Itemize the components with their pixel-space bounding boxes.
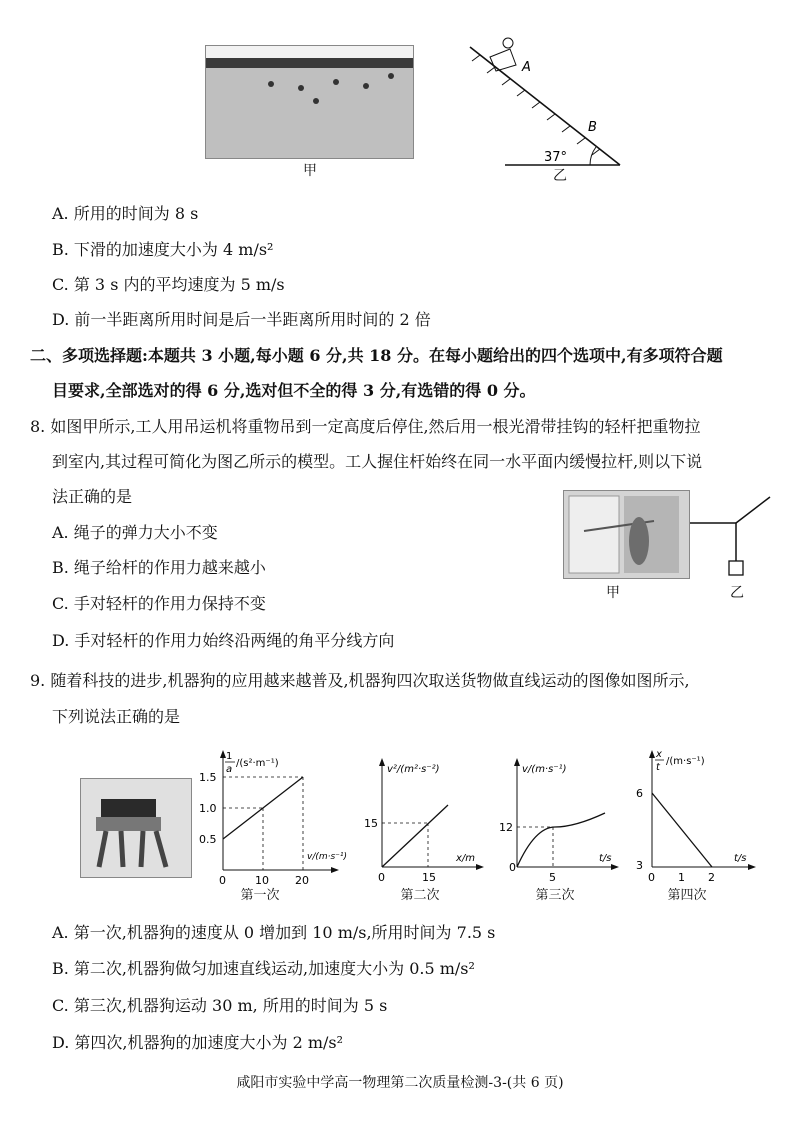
g1-xtick-20: 20 (295, 874, 309, 887)
g2-xtick-0: 0 (378, 871, 385, 884)
q8-caption-yi: 乙 (730, 585, 744, 601)
graph-3 (495, 755, 620, 895)
g3-xlabel: t/s (599, 853, 612, 864)
g1-caption: 第一次 (240, 888, 280, 903)
incline-diagram (460, 35, 630, 170)
q8-caption-jia: 甲 (606, 585, 620, 601)
q9-option-c: C. 第三次,机器狗运动 30 m, 所用的时间为 5 s (52, 996, 388, 1015)
g4-xtick-0: 0 (648, 871, 655, 884)
g3-xtick-0: 0 (509, 861, 516, 874)
g1-xlabel: v/(m·s⁻¹) (307, 852, 348, 862)
graph-4 (630, 745, 760, 895)
g1-ytick-0-5: 0.5 (199, 833, 217, 846)
angle-37: 37° (544, 150, 568, 165)
q8-stem-line1: 8. 如图甲所示,工人用吊运机将重物吊到一定高度后停住,然后用一根光滑带挂钩的轻杆把重物拉 (30, 417, 701, 436)
section2-heading-line2: 目要求,全部选对的得 6 分,选对但不全的得 3 分,有选错的得 0 分。 (52, 381, 536, 400)
g2-ytick-15: 15 (364, 817, 378, 830)
q7-option-b: B. 下滑的加速度大小为 4 m/s² (52, 240, 274, 259)
g1-xtick-10: 10 (255, 874, 269, 887)
q8-stem-line2: 到室内,其过程可简化为图乙所示的模型。工人握住杆始终在同一水平面内缓慢拉杆,则以下说 (52, 452, 703, 471)
q9-stem-line1: 9. 随着科技的进步,机器狗的应用越来越普及,机器狗四次取送货物做直线运动的图像如图所示, (30, 671, 690, 690)
g1-ylabel-num: 1 (226, 751, 233, 762)
section2-heading-line1: 二、多项选择题:本题共 3 小题,每小题 6 分,共 18 分。在每小题给出的四个选项中,有多项符合题 (30, 346, 723, 365)
rope-rod-diagram (688, 495, 778, 580)
g4-ytick-6: 6 (636, 787, 643, 800)
q8-option-a: A. 绳子的弹力大小不变 (52, 523, 218, 542)
q7-option-c: C. 第 3 s 内的平均速度为 5 m/s (52, 275, 285, 294)
g4-xlabel: t/s (734, 853, 747, 864)
sand-slope-photo-drawing (206, 46, 413, 158)
g1-ytick-1-5: 1.5 (199, 771, 217, 784)
g2-caption: 第二次 (400, 888, 440, 903)
g2-ylabel: v²/(m²·s⁻²) (387, 764, 440, 775)
figure-caption-jia-top: 甲 (303, 163, 317, 179)
g2-xtick-15: 15 (422, 871, 436, 884)
g3-ylabel: v/(m·s⁻¹) (522, 764, 567, 775)
q8-option-b: B. 绳子给杆的作用力越来越小 (52, 558, 266, 577)
g4-xtick-1: 1 (678, 871, 685, 884)
q9-option-a: A. 第一次,机器狗的速度从 0 增加到 10 m/s,所用时间为 7.5 s (52, 923, 496, 942)
graph-2 (360, 755, 485, 895)
crane-worker-drawing (564, 491, 689, 578)
q8-option-d: D. 手对轻杆的作用力始终沿两绳的角平分线方向 (52, 631, 395, 650)
q7-option-a: A. 所用的时间为 8 s (52, 204, 199, 223)
label-a: A (522, 60, 531, 75)
g4-caption: 第四次 (667, 888, 707, 903)
q9-option-d: D. 第四次,机器狗的加速度大小为 2 m/s² (52, 1033, 344, 1052)
q8-option-c: C. 手对轻杆的作用力保持不变 (52, 594, 266, 613)
g2-xlabel: x/m (456, 853, 476, 864)
label-b: B (588, 120, 597, 135)
crane-worker-photo (563, 490, 690, 579)
g4-ylabel-unit: /(m·s⁻¹) (666, 756, 705, 767)
g4-ylabel-den: t (656, 762, 660, 773)
g4-ytick-3: 3 (636, 859, 643, 872)
g4-ylabel-num: x (656, 749, 662, 760)
robot-dog-drawing (81, 779, 191, 877)
q8-stem-line3: 法正确的是 (52, 487, 133, 506)
g3-ytick-12: 12 (499, 821, 513, 834)
sand-slope-photo (205, 45, 414, 159)
graph-1 (195, 745, 348, 895)
g1-ylabel-unit: /(s²·m⁻¹) (236, 758, 279, 769)
g1-ylabel-den: a (226, 764, 233, 775)
q9-stem-line2: 下列说法正确的是 (52, 707, 181, 726)
g1-ytick-1-0: 1.0 (199, 802, 217, 815)
figure-caption-yi-top: 乙 (553, 168, 567, 184)
page-footer: 咸阳市实验中学高一物理第二次质量检测-3-(共 6 页) (236, 1075, 564, 1091)
g3-caption: 第三次 (535, 888, 575, 903)
g1-xtick-0: 0 (219, 874, 226, 887)
q9-option-b: B. 第二次,机器狗做匀加速直线运动,加速度大小为 0.5 m/s² (52, 959, 475, 978)
q7-option-d: D. 前一半距离所用时间是后一半距离所用时间的 2 倍 (52, 310, 431, 329)
g4-xtick-2: 2 (708, 871, 715, 884)
g3-xtick-5: 5 (549, 871, 556, 884)
robot-dog-photo (80, 778, 192, 878)
